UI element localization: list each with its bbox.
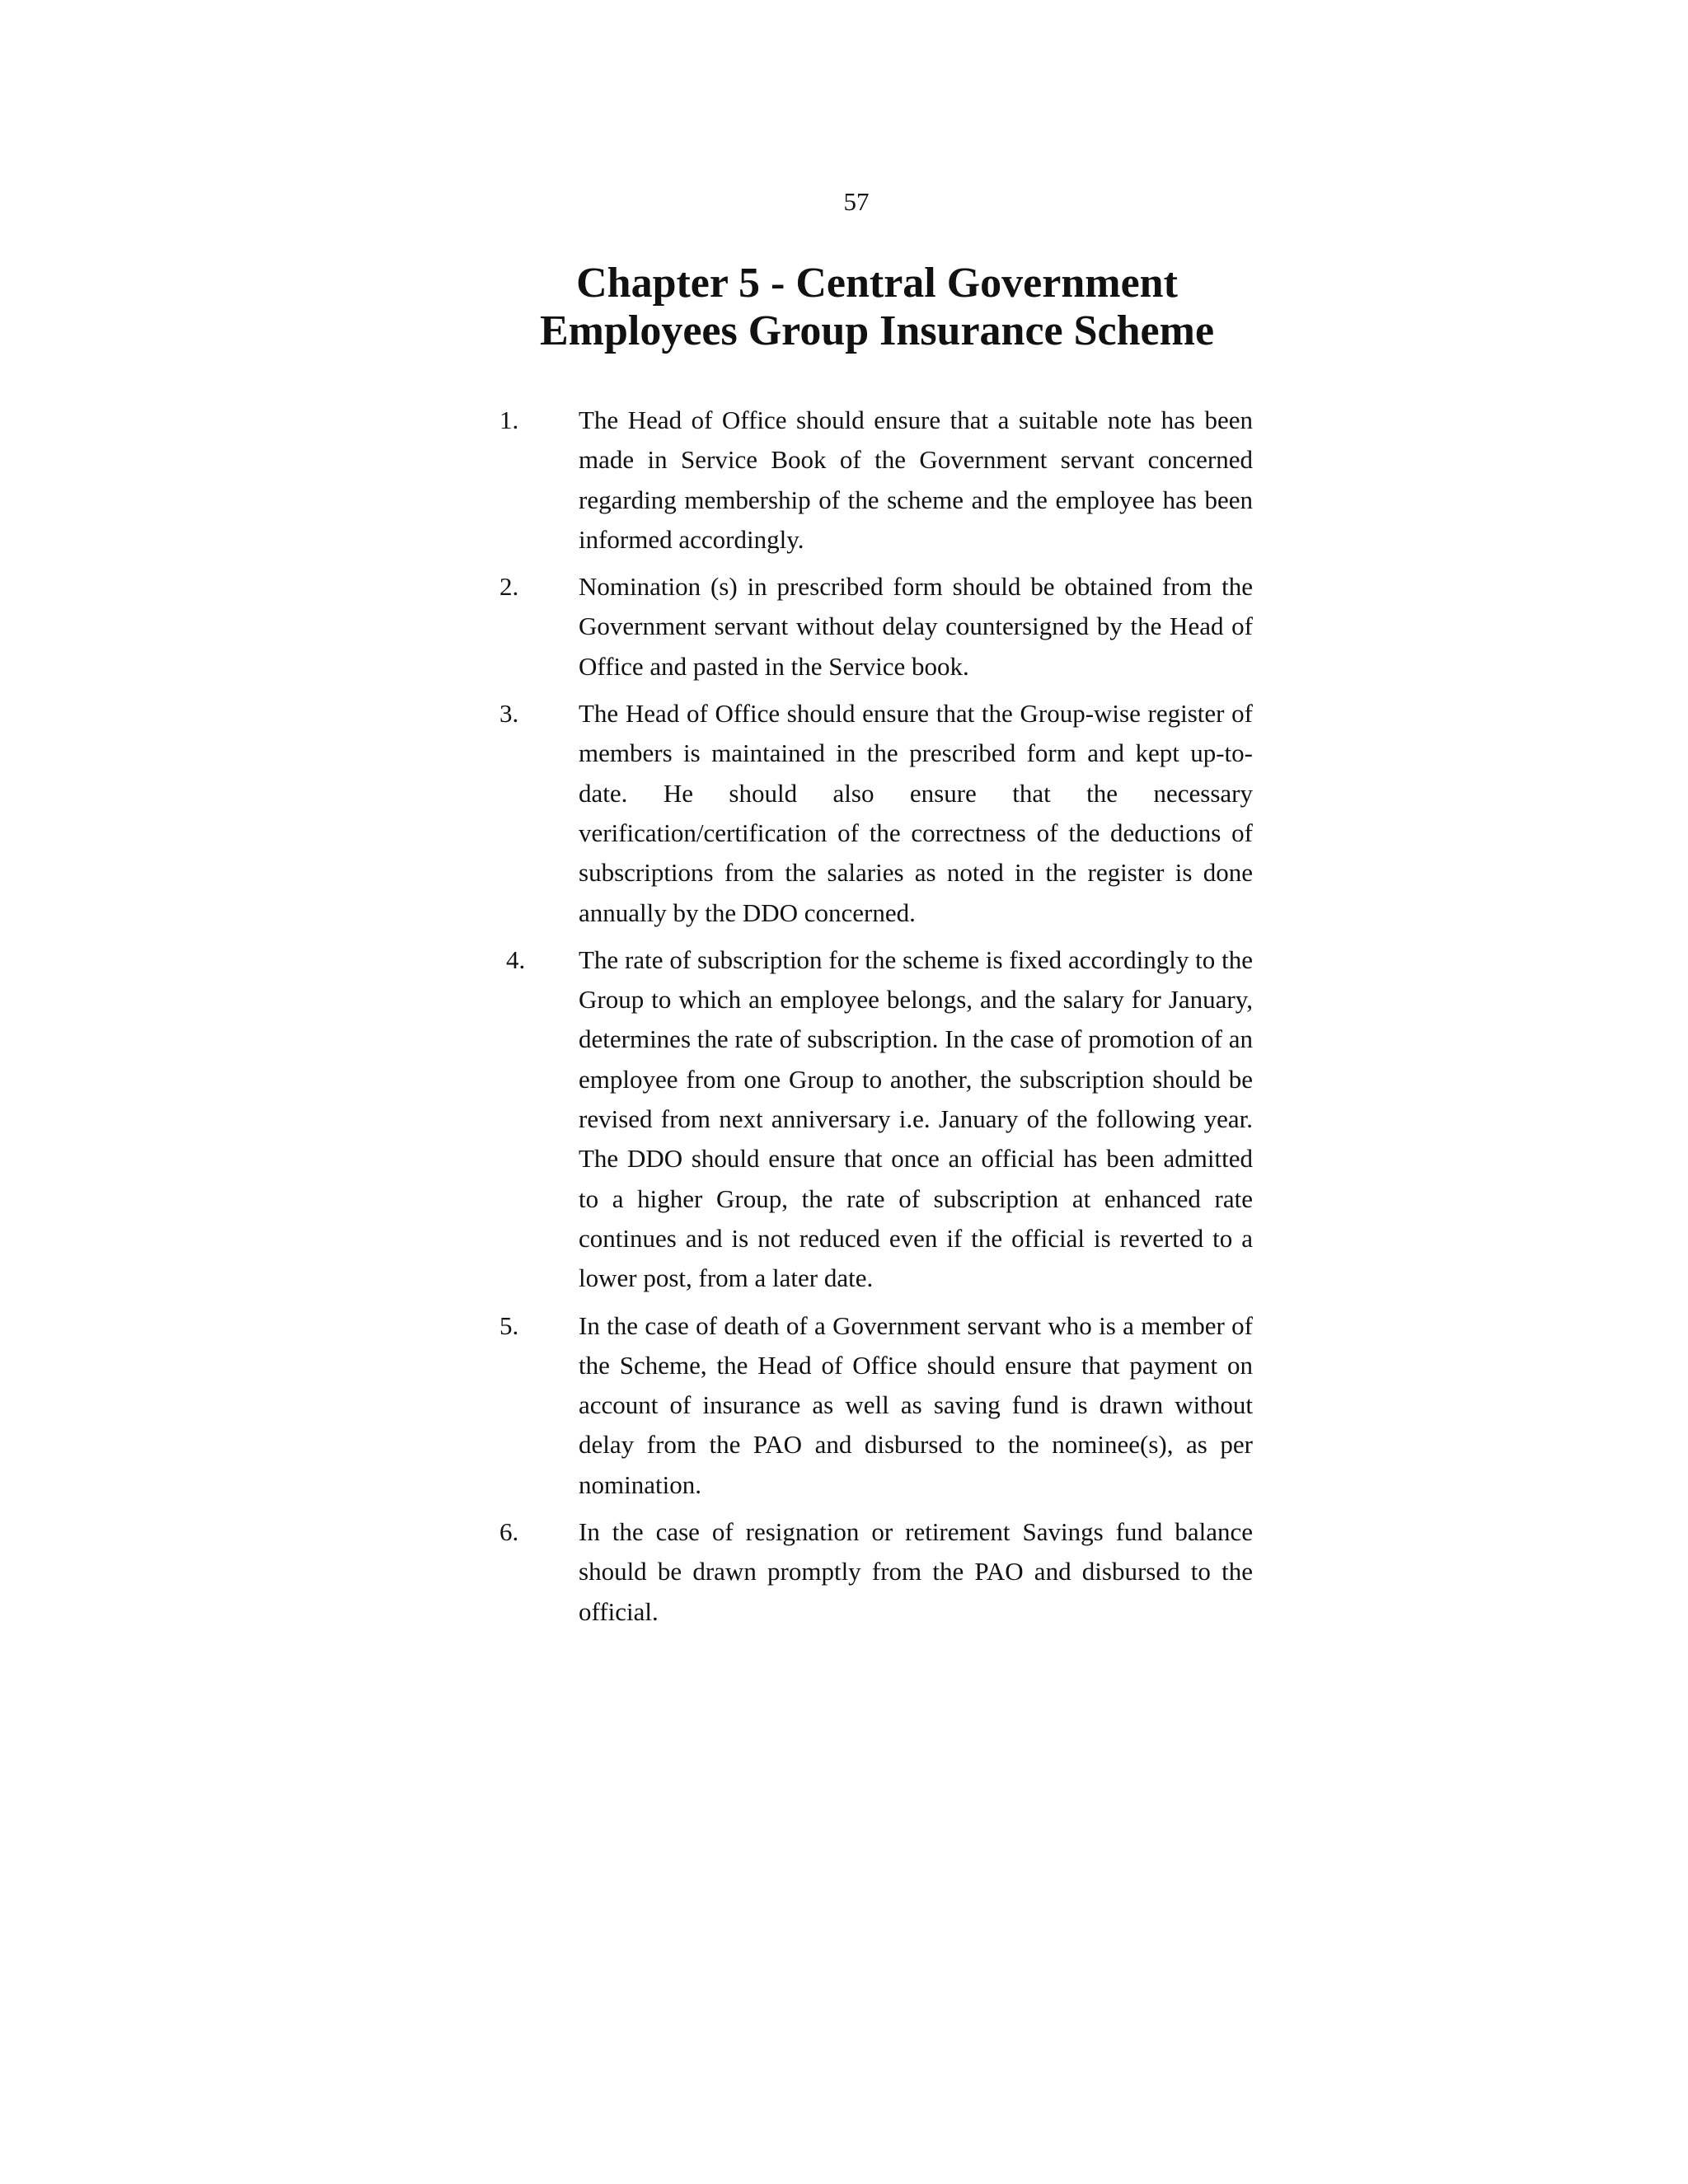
list-item — [499, 1306, 1253, 1505]
item-number: 2. — [499, 572, 519, 602]
chapter-title-line-1: Chapter 5 - Central Government — [576, 260, 1178, 307]
item-text: The Head of Office should ensure that a suitable note has been made in Service Book of the Government servant concerned regarding membership of the scheme and the employee has been informed accordingly. — [579, 405, 1253, 554]
chapter-title — [0, 260, 1688, 355]
item-number: 5. — [499, 1310, 519, 1340]
instruction-list — [499, 401, 1253, 1639]
item-text: In the case of resignation or retirement Savings fund balance should be drawn promptly from the PAO and disbursed to the official. — [579, 1517, 1253, 1626]
item-number: 1. — [499, 405, 519, 434]
item-text: Nomination (s) in prescribed form should be obtained from the Government servant without delay countersigned by the Head of Office and pasted in the Service book. — [579, 572, 1253, 681]
item-text: The Head of Office should ensure that the Group-wise register of members is maintained in the prescribed form and kept up-to-date. He should also ensure that the necessary verification/certification of the correctness of the deductions of subscriptions from the salaries as noted in the register is done annually by the DDO concerned. — [579, 699, 1253, 927]
chapter-title-line-2: Employees Group Insurance Scheme — [539, 307, 1215, 354]
list-item — [499, 401, 1253, 560]
item-number: 6. — [499, 1517, 519, 1547]
list-item — [499, 567, 1253, 687]
item-text: The rate of subscription for the scheme is fixed accordingly to the Group to which an employee belongs, and the salary for January, determines the rate of subscription. In the case of promotion of an employee from one Group to another, the subscription should be revised from next anniversary i.e. January of the following year. The DDO should ensure that once an official has been admitted to a higher Group, the rate of subscription at enhanced rate continues and is not reduced even if the official is reverted to a lower post, from a later date. — [579, 944, 1253, 1293]
item-text: In the case of death of a Government servant who is a member of the Scheme, the Head of Office should ensure that payment on account of insurance as well as saving fund is drawn without delay from the PAO and disbursed to the nominee(s), as per nomination. — [579, 1310, 1253, 1499]
list-item — [499, 1512, 1253, 1632]
list-item — [499, 940, 1253, 1299]
item-number: 4. — [506, 944, 526, 974]
page-number: 57 — [843, 187, 870, 216]
list-item — [499, 694, 1253, 933]
item-number: 3. — [499, 699, 519, 729]
